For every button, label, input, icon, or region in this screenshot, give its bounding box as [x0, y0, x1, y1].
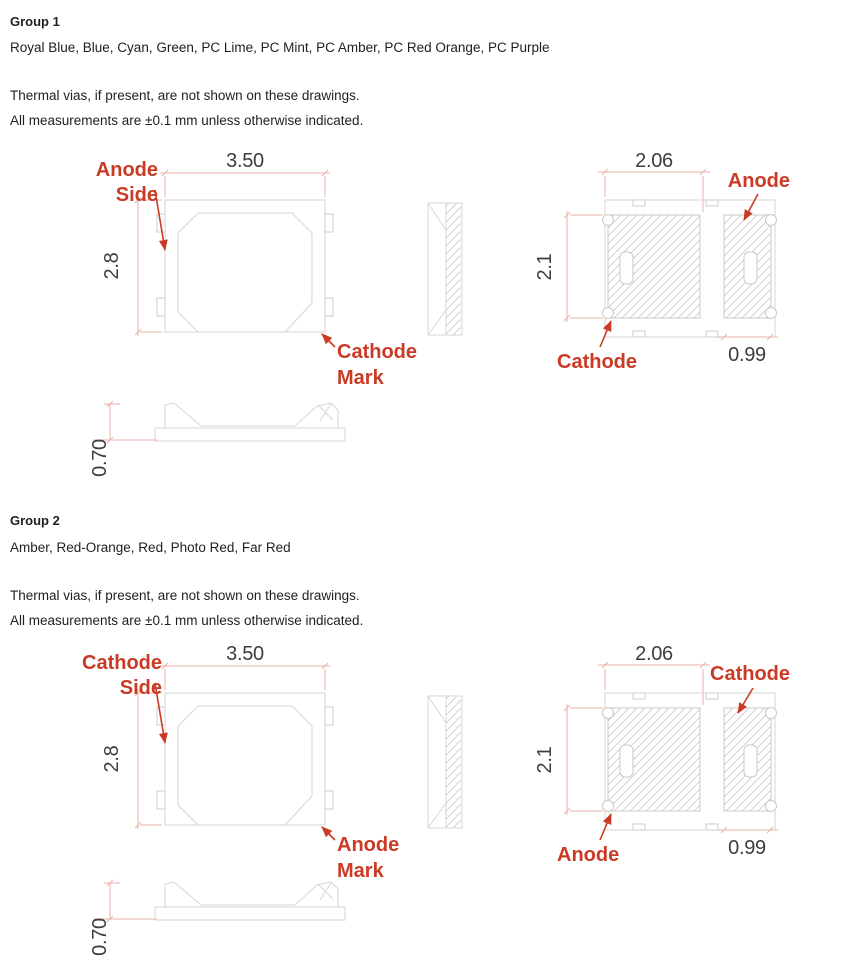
group1-drawings	[0, 140, 850, 488]
group1-side-view	[428, 203, 462, 335]
group1-note-2: All measurements are ±0.1 mm unless otherwise indicated.	[10, 113, 364, 128]
group2-padview-height-dimension	[564, 704, 603, 815]
group2-color-list: Amber, Red-Orange, Red, Photo Red, Far Red	[10, 540, 291, 555]
group2-topview-height-dim-label: 2.8	[101, 745, 123, 773]
group2-profile-view	[89, 880, 345, 956]
group1-pad-view	[534, 150, 790, 373]
group2-side-view	[428, 696, 462, 828]
group1-large-pad	[603, 215, 701, 319]
group1-padview-smallpad-dim-label: 0.99	[728, 344, 766, 366]
group1-profile-height-dim-label: 0.70	[89, 439, 111, 477]
group2-mark-label-arrow	[322, 827, 335, 840]
group1-profile-height-dimension	[93, 401, 157, 443]
group1-package-outline	[165, 200, 325, 332]
group1-mark-label-line1: Cathode	[337, 341, 417, 363]
group1-padview-height-dimension	[564, 211, 603, 322]
group2-pad-view	[534, 643, 790, 866]
group1-small-pad	[724, 215, 777, 319]
group2-profile-height-dim-label: 0.70	[89, 918, 111, 956]
group2-package-terminal-tabs	[157, 707, 333, 809]
group2-padview-height-dim-label: 2.1	[534, 746, 556, 774]
group2-topview-width-dim-label: 3.50	[226, 643, 264, 665]
group2-side-label-line1: Cathode	[82, 652, 162, 674]
group2-package-outline	[165, 693, 325, 825]
group1-color-list: Royal Blue, Blue, Cyan, Green, PC Lime, PC Mint, PC Amber, PC Red Orange, PC Purple	[10, 40, 550, 55]
group1-mark-label-line2: Mark	[337, 367, 384, 389]
group1-mark-label-arrow	[322, 334, 335, 347]
group2-padview-width-dimension	[598, 662, 710, 705]
group1-profile-view	[89, 401, 345, 477]
group2-large-pad	[603, 708, 701, 812]
group1-package-terminal-tabs	[157, 214, 333, 316]
group2-profile-height-dimension	[93, 880, 157, 922]
group1-topview-height-dim-label: 2.8	[101, 252, 123, 280]
group1-padview-width-dimension	[598, 169, 710, 212]
group1-padview-smallpad-dimension	[717, 334, 778, 340]
group2-topview-width-dimension	[160, 663, 330, 690]
group1-side-label-line1: Anode	[95, 159, 158, 181]
group2-lens-cavity-outline	[178, 706, 312, 825]
group1-large-pad-label: Cathode	[557, 351, 637, 373]
group2-padview-smallpad-dimension	[717, 827, 778, 833]
group2-side-label-line2: Side	[119, 677, 162, 699]
group2-padview-width-dim-label: 2.06	[635, 643, 673, 665]
group1-title: Group 1	[10, 14, 60, 29]
group1-topview-width-dimension	[160, 170, 330, 197]
group1-padview-height-dim-label: 2.1	[534, 253, 556, 281]
group1-topview-width-dim-label: 3.50	[226, 150, 264, 172]
group2-large-pad-label: Anode	[557, 844, 620, 866]
group2-note-2: All measurements are ±0.1 mm unless otherwise indicated.	[10, 613, 364, 628]
group2-padview-smallpad-dim-label: 0.99	[728, 837, 766, 859]
group2-top-view	[82, 643, 399, 882]
group1-note-1: Thermal vias, if present, are not shown on these drawings.	[10, 88, 360, 103]
group1-padview-width-dim-label: 2.06	[635, 150, 673, 172]
group1-lens-cavity-outline	[178, 213, 312, 332]
group2-title: Group 2	[10, 513, 60, 528]
group2-mark-label-line2: Mark	[337, 860, 384, 882]
group1-side-label-line2: Side	[115, 184, 158, 206]
group2-drawings	[0, 633, 850, 967]
group2-note-1: Thermal vias, if present, are not shown on these drawings.	[10, 588, 360, 603]
group2-mark-label-line1: Anode	[337, 834, 400, 856]
group2-small-pad-label: Cathode	[710, 663, 790, 685]
group1-small-pad-label: Anode	[727, 170, 790, 192]
group1-top-view	[96, 150, 417, 389]
group2-small-pad	[724, 708, 777, 812]
